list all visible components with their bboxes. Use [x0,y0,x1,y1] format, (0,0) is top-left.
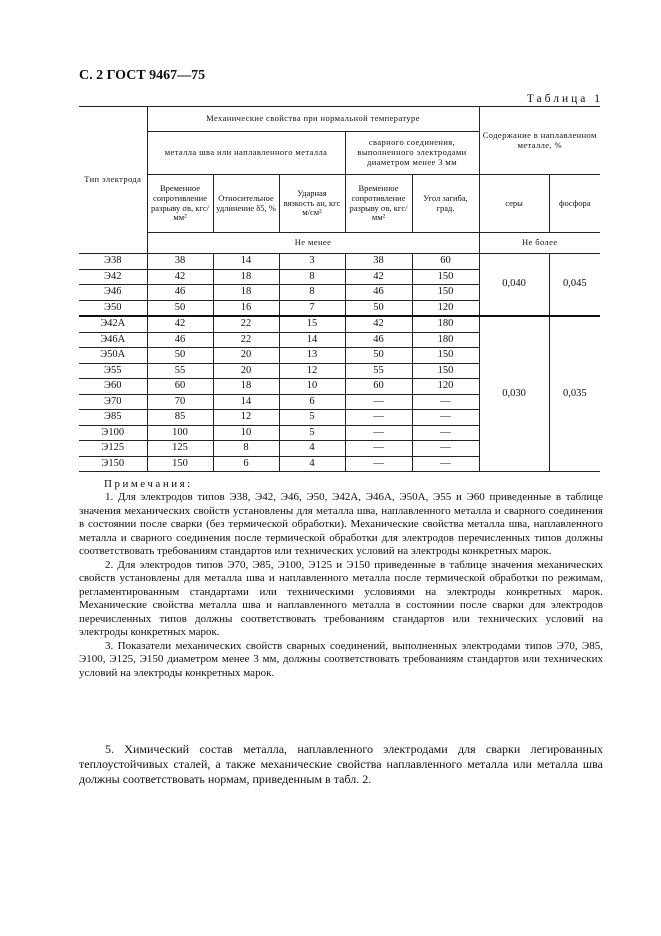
value-cell: 13 [279,348,345,364]
value-cell: 60 [412,254,479,270]
electrode-properties-table [79,106,600,472]
col-header-joint: сварного соединения, выполненного электродами диаметром менее 3 мм [345,132,479,175]
col-header-mech: Механические свойства при нормальной температуре [147,107,479,132]
value-cell: — [412,441,479,457]
value-cell: 42 [345,269,412,285]
value-cell: 100 [147,425,213,441]
sulfur-value-cell: 0,040 [479,254,549,317]
value-cell: 10 [279,379,345,395]
value-cell: 60 [147,379,213,395]
page-header: С. 2 ГОСТ 9467—75 [79,68,206,83]
note-2: 2. Для электродов типов Э70, Э85, Э100, Э125 и Э150 приведенные в таблице значения механических свойств установлены для металла шва и наплавленного металла после термической обработки по режимам, регламентированным стандартами или техническими условиями на электроды конкретных марок. Механические свойства металла шва и наплавленного металла в состоянии после сварки для электродов перечисленных типов должны соответствовать требованиям стандартов или технических условий на электроды конкретных марок. [79,558,603,638]
value-cell: 125 [147,441,213,457]
value-cell: 150 [147,456,213,472]
value-cell: — [345,441,412,457]
note-3: 3. Показатели механических свойств сварных соединений, выполненных электродами типов Э70, Э85, Э100, Э125, Э150 диаметром менее 3 мм, должны соответствовать требованиям стандартов или технических условий на электроды конкретных марок. [79,639,603,679]
value-cell: 50 [345,348,412,364]
value-cell: 6 [213,456,279,472]
electrode-type-cell: Э55 [79,363,147,379]
electrode-type-cell: Э70 [79,394,147,410]
value-cell: 150 [412,269,479,285]
electrode-type-cell: Э38 [79,254,147,270]
value-cell: — [412,425,479,441]
notes-title: Примечания: [104,478,193,490]
value-cell: 120 [412,300,479,316]
table-group-2 [79,316,600,472]
col-header-phosphorus: фосфора [549,175,600,233]
phosphorus-value-cell: 0,045 [549,254,600,317]
col-header-content: Содержание в наплавленном металле, % [479,107,600,175]
value-cell: 8 [213,441,279,457]
value-cell: 22 [213,316,279,332]
value-cell: 70 [147,394,213,410]
note-1: 1. Для электродов типов Э38, Э42, Э46, Э50, Э42А, Э46А, Э50А, Э55 и Э60 приведенные в таблице значения механических свойств установлены для металла шва, наплавленного металла и сварного соединения в состоянии после сварки (без термической обработки). Механические свойства металла шва, наплавленного металла и сварного соединения после термической обработки для электродов перечисленных типов должны соответствовать требованиям стандартов или технических условий на электроды конкретных марок. [79,491,603,557]
table-row [79,254,600,270]
col-header-joint-tensile: Временное сопротивление разрыву σв, кгс/мм² [345,175,412,233]
value-cell: 46 [345,285,412,301]
col-header-sulfur: серы [479,175,549,233]
notes-block [79,491,603,680]
value-cell: — [345,410,412,426]
value-cell: 14 [213,254,279,270]
col-header-type: Тип электрода [79,107,147,254]
value-cell: 8 [279,285,345,301]
value-cell: — [345,425,412,441]
value-cell: 5 [279,410,345,426]
value-cell: 10 [213,425,279,441]
paragraph-5 [79,742,603,787]
table-caption: Таблица 1 [526,93,603,105]
value-cell: 50 [345,300,412,316]
value-cell: 46 [345,332,412,348]
value-cell: 46 [147,285,213,301]
paragraph-5-text: 5. Химический состав металла, наплавленного электродами для сварки легированных теплоустойчивых сталей, а также механические свойства наплавленного металла или металла шва должны соответствовать нормам, приведенным в табл. 2. [79,742,603,786]
electrode-type-cell: Э46 [79,285,147,301]
value-cell: 180 [412,316,479,332]
electrode-type-cell: Э42А [79,316,147,332]
value-cell: 12 [213,410,279,426]
value-cell: 55 [345,363,412,379]
value-cell: 20 [213,363,279,379]
value-cell: 38 [147,254,213,270]
value-cell: 18 [213,285,279,301]
sulfur-value-cell: 0,030 [479,316,549,472]
value-cell: 46 [147,332,213,348]
table-group-1 [79,254,600,317]
col-header-weld-metal: металла шва или наплавленного металла [147,132,345,175]
value-cell: 5 [279,425,345,441]
value-cell: 7 [279,300,345,316]
value-cell: 14 [213,394,279,410]
value-cell: 180 [412,332,479,348]
value-cell: — [412,410,479,426]
value-cell: 22 [213,332,279,348]
value-cell: — [412,394,479,410]
value-cell: 4 [279,441,345,457]
electrode-type-cell: Э42 [79,269,147,285]
col-header-elongation: Относительное удлинение δ5, % [213,175,279,233]
col-header-bend-angle: Угол загиба, град. [412,175,479,233]
value-cell: 42 [147,269,213,285]
not-more-label: Не более [479,233,600,254]
value-cell: 3 [279,254,345,270]
value-cell: 60 [345,379,412,395]
value-cell: 18 [213,379,279,395]
value-cell: 50 [147,300,213,316]
electrode-type-cell: Э125 [79,441,147,457]
value-cell: 4 [279,456,345,472]
value-cell: 20 [213,348,279,364]
value-cell: 38 [345,254,412,270]
value-cell: 150 [412,348,479,364]
table-row [79,316,600,332]
value-cell: 16 [213,300,279,316]
electrode-type-cell: Э60 [79,379,147,395]
electrode-type-cell: Э50А [79,348,147,364]
value-cell: 150 [412,285,479,301]
value-cell: 12 [279,363,345,379]
value-cell: 14 [279,332,345,348]
value-cell: 55 [147,363,213,379]
value-cell: 6 [279,394,345,410]
value-cell: — [345,394,412,410]
value-cell: — [345,456,412,472]
value-cell: 85 [147,410,213,426]
value-cell: 120 [412,379,479,395]
electrode-type-cell: Э50 [79,300,147,316]
electrode-type-cell: Э150 [79,456,147,472]
value-cell: 8 [279,269,345,285]
phosphorus-value-cell: 0,035 [549,316,600,472]
value-cell: 150 [412,363,479,379]
value-cell: 18 [213,269,279,285]
electrode-type-cell: Э100 [79,425,147,441]
value-cell: 15 [279,316,345,332]
value-cell: 50 [147,348,213,364]
not-less-label: Не менее [147,233,479,254]
electrode-type-cell: Э85 [79,410,147,426]
col-header-impact: Ударная вязкость ан, кгс м/см² [279,175,345,233]
value-cell: — [412,456,479,472]
col-header-tensile: Временное сопротивление разрыву σв, кгс/мм² [147,175,213,233]
value-cell: 42 [147,316,213,332]
value-cell: 42 [345,316,412,332]
electrode-type-cell: Э46А [79,332,147,348]
